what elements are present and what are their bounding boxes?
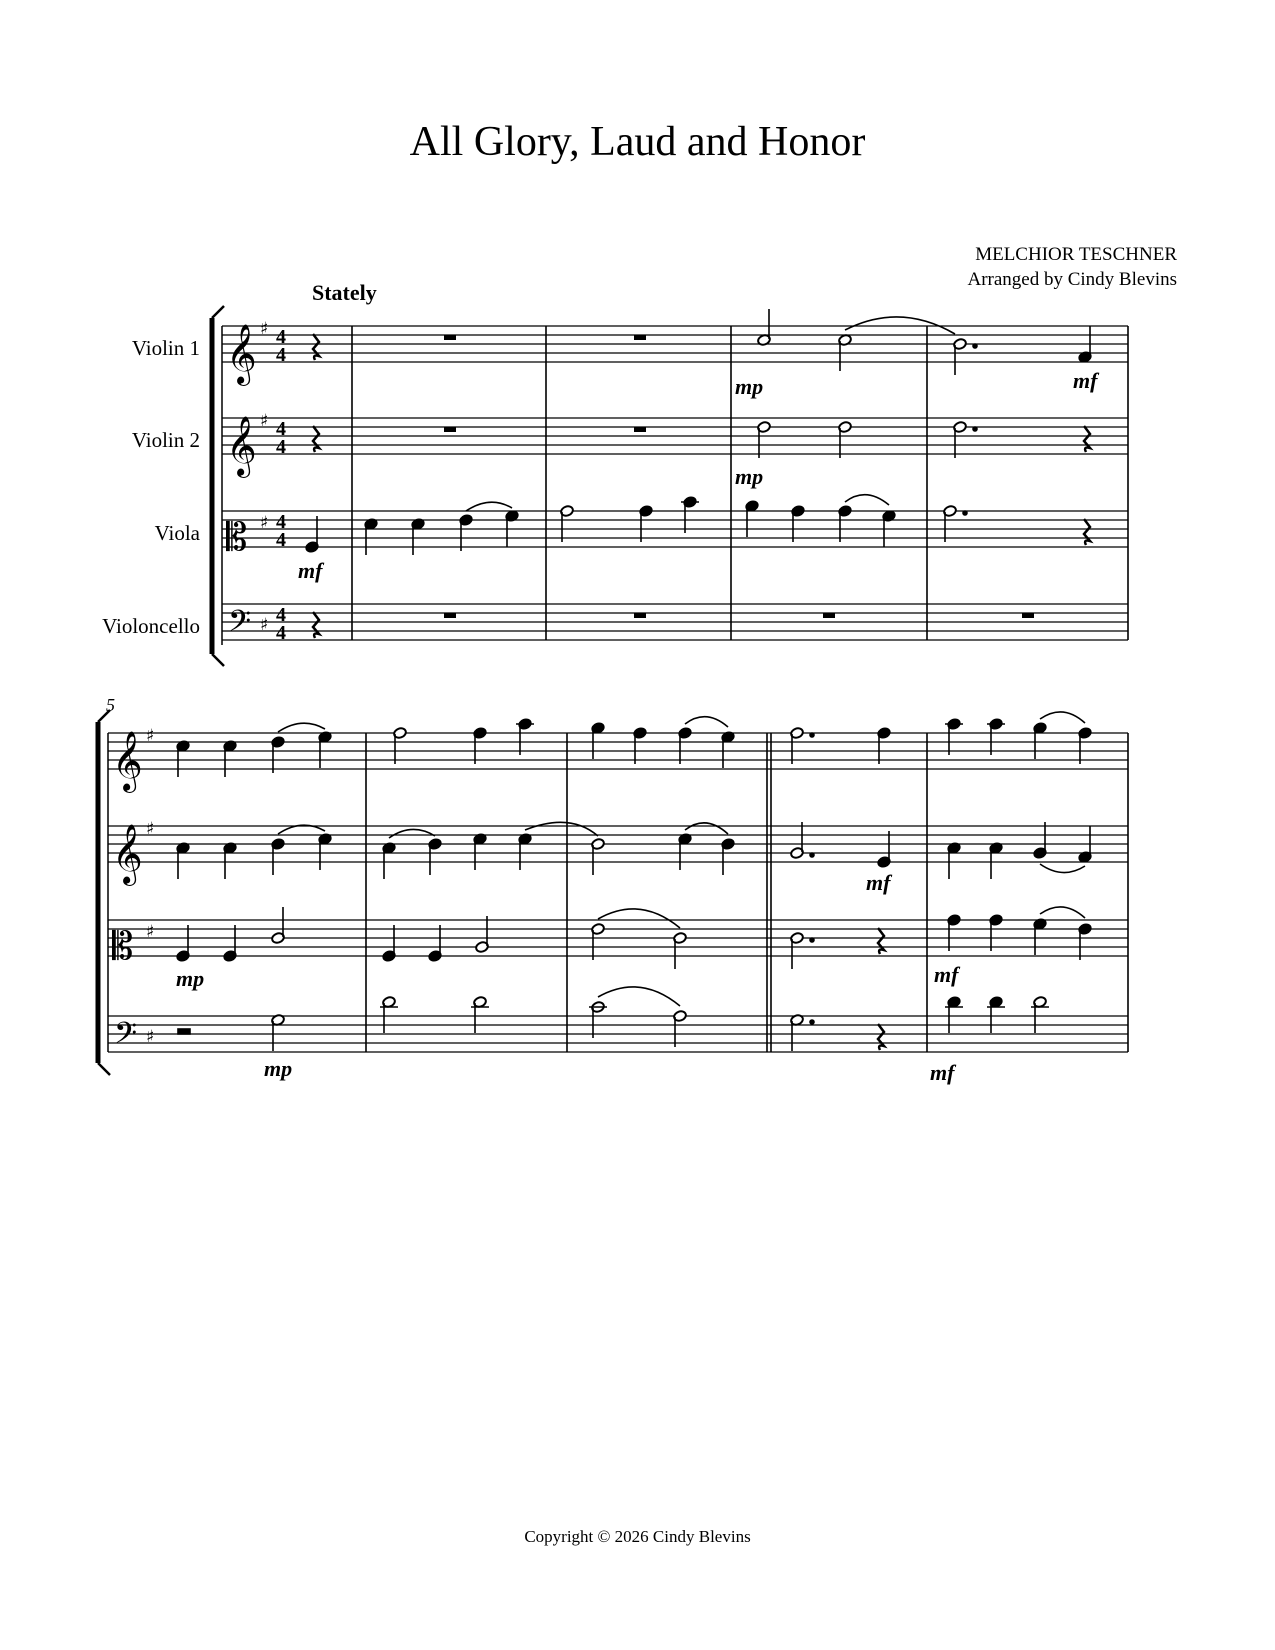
svg-text:4: 4 (276, 622, 286, 644)
dynamic-mp: mp (735, 374, 764, 399)
svg-text:4: 4 (276, 326, 286, 348)
dynamic-mf: mf (866, 870, 891, 895)
notes-violin-1-system-1 (757, 309, 1092, 375)
dynamic-mp: mp (264, 1056, 293, 1081)
staff-violoncello (222, 604, 1128, 640)
alto-clef-icon: 𝄡 (226, 515, 248, 559)
dynamic-mf: mf (934, 962, 959, 987)
notes-violin-1-system-2 (176, 712, 1092, 777)
staff-violin-2-system-2 (108, 826, 1128, 862)
dynamic-mf: mf (930, 1060, 955, 1085)
notes-viola-system-1 (305, 495, 967, 555)
copyright-notice: Copyright © 2026 Cindy Blevins (524, 1527, 751, 1546)
svg-text:4: 4 (276, 344, 286, 366)
svg-text:4: 4 (276, 529, 286, 551)
treble-clef-icon: 𝄞 (112, 824, 143, 884)
dynamic-mf: mf (1073, 368, 1098, 393)
sharp-icon: ♯ (260, 513, 269, 533)
sharp-icon: ♯ (146, 922, 155, 942)
quarter-rests (313, 334, 1090, 638)
system-1 (212, 306, 1128, 666)
dynamic-mp: mp (176, 966, 205, 991)
staff-violin-1 (222, 326, 1128, 362)
arranger-credit: Arranged by Cindy Blevins (967, 269, 1177, 290)
instrument-label-violoncello: Violoncello (102, 614, 200, 638)
time-signatures (276, 326, 286, 644)
bass-clef-icon: 𝄢 (114, 1017, 138, 1058)
staff-viola (222, 511, 1128, 547)
bass-clef-icon: 𝄢 (228, 605, 252, 646)
system-2 (98, 710, 1128, 1075)
dynamic-mf: mf (298, 558, 323, 583)
treble-clef-icon: 𝄞 (226, 324, 257, 384)
staff-violoncello-system-2 (108, 1016, 1128, 1052)
svg-text:4: 4 (276, 604, 286, 626)
notes-violin-2-system-2 (176, 822, 1092, 879)
svg-text:4: 4 (276, 418, 286, 440)
half-rest (178, 1029, 190, 1034)
measure-number: 5 (106, 695, 115, 715)
sharp-icon: ♯ (260, 615, 269, 635)
treble-clef-icon: 𝄞 (112, 731, 143, 791)
sharp-icon: ♯ (146, 1027, 155, 1047)
alto-clef-icon: 𝄡 (112, 924, 134, 968)
notes-violoncello-system-2 (178, 987, 1049, 1051)
instrument-label-violin-2: Violin 2 (131, 428, 200, 452)
treble-clef-icon: 𝄞 (226, 416, 257, 476)
page-title: All Glory, Laud and Honor (409, 119, 866, 165)
svg-text:4: 4 (276, 511, 286, 533)
instrument-label-violin-1: Violin 1 (131, 336, 200, 360)
svg-text:4: 4 (276, 436, 286, 458)
sharp-icon: ♯ (146, 726, 155, 746)
notes-violin-2-system-1 (757, 421, 977, 458)
sharp-icon: ♯ (146, 819, 155, 839)
sharp-icon: ♯ (260, 319, 269, 339)
tempo-marking: Stately (312, 280, 377, 305)
staff-viola-system-2 (108, 920, 1128, 956)
staff-violin-2 (222, 418, 1128, 454)
dynamic-mp: mp (735, 464, 764, 489)
staff-violin-1-system-2 (108, 733, 1128, 769)
composer-credit: MELCHIOR TESCHNER (975, 244, 1177, 265)
instrument-label-viola: Viola (154, 521, 200, 545)
sharp-icon: ♯ (260, 411, 269, 431)
